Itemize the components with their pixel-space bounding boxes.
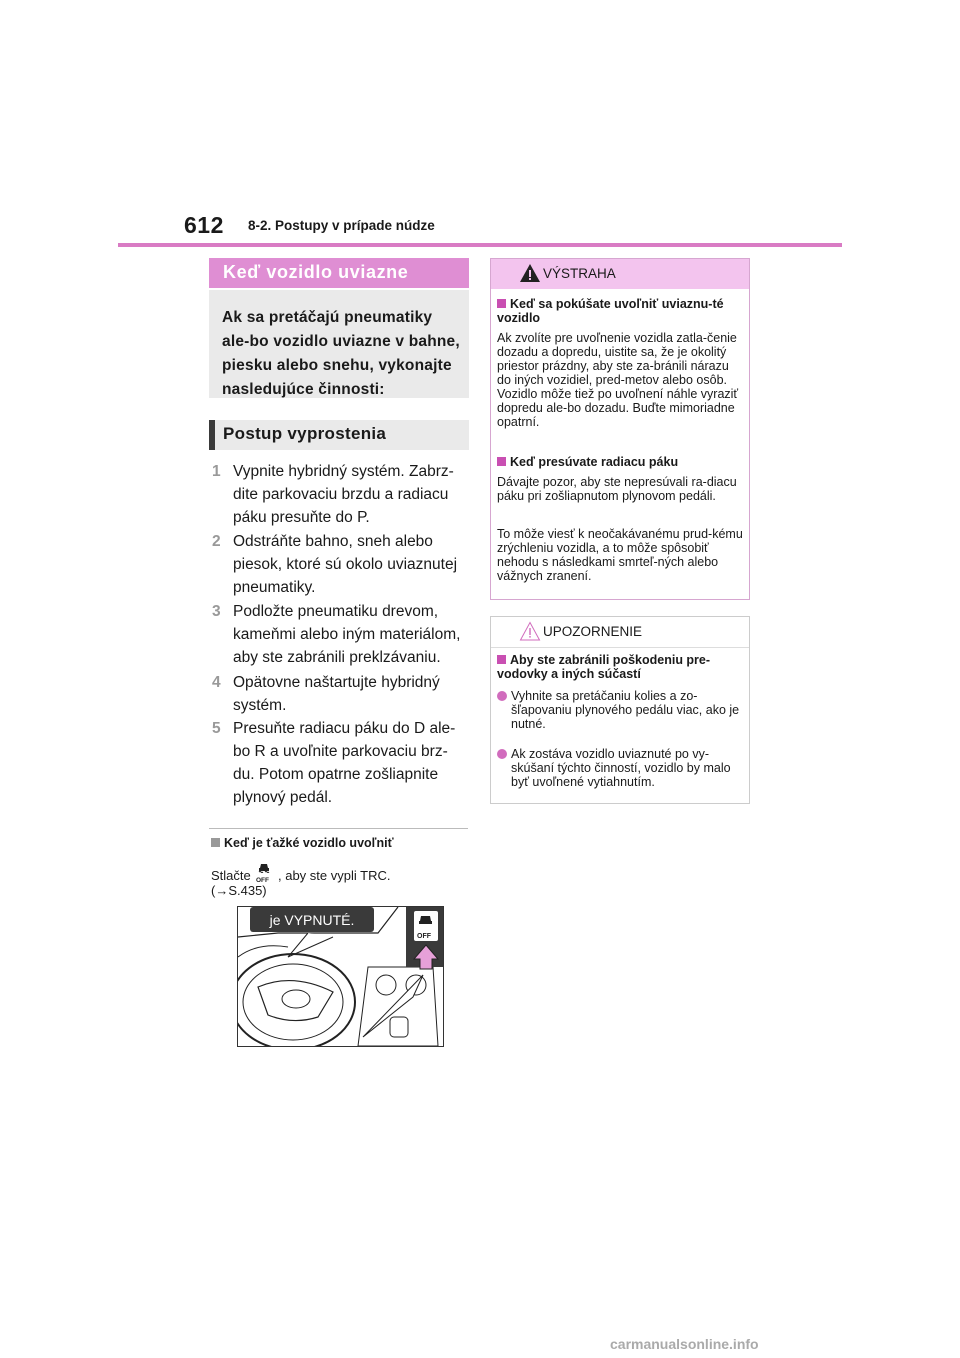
- tip-heading: [211, 836, 394, 850]
- press-before: Stlačte: [211, 868, 251, 883]
- notice-subheading: Aby ste zabránili poškodeniu pre-vodovky a iných súčastí: [497, 653, 711, 681]
- trc-off-icon: [254, 860, 274, 884]
- section-title: 8-2. Postupy v prípade núdze: [248, 218, 435, 233]
- step-text: Odstráňte bahno, sneh alebo piesok, ktoré sú okolo uviaznutej pneumatiky.: [233, 533, 458, 596]
- square-bullet-icon: [497, 457, 506, 466]
- step-number: 3: [212, 603, 221, 620]
- intro-text: Ak sa pretáčajú pneumatiky ale-bo vozidlo uviazne v bahne, piesku alebo snehu, vykonajte nasledujúce činnosti:: [222, 309, 460, 398]
- caution-triangle-icon: [519, 621, 541, 641]
- bullet-text: Ak zostáva vozidlo uviaznuté po vy-skúšaní týchto činností, vozidlo by malo byť uvoľnené vytiahnutím.: [511, 747, 731, 789]
- warning-text: To môže viesť k neočakávanému prud-kému zrýchleniu vozidla, a to môže spôsobiť nehodu s následkami smrteľ-ných alebo vážnych zranení.: [497, 527, 743, 583]
- tip-text: [211, 860, 471, 898]
- bullet-text: Vyhnite sa pretáčaniu kolies a zo-šľapovaniu plynového pedálu viac, ako je nutné.: [511, 689, 740, 731]
- round-bullet-icon: [497, 691, 507, 701]
- step-number: 2: [212, 533, 221, 550]
- square-bullet-icon: [497, 299, 506, 308]
- notice-title: UPOZORNENIE: [543, 624, 643, 639]
- tip-heading-text: Keď je ťažké vozidlo uvoľniť: [224, 836, 394, 850]
- warning-title: VÝSTRAHA: [543, 266, 616, 281]
- divider: [209, 828, 468, 829]
- warning-subheading: Keď sa pokúšate uvoľniť uviaznu-té vozidlo: [497, 297, 724, 325]
- square-bullet-icon: [497, 655, 506, 664]
- step-number: 1: [212, 463, 221, 480]
- subheading-box: [209, 420, 469, 450]
- notice-box: [490, 616, 750, 804]
- warning-text: Ak zvolíte pre uvoľnenie vozidla zatla-čenie dozadu a dopredu, uistite sa, že je okolitý priestor prázdny, aby ste za-bránili nárazu do iných vozidiel, pred-metov alebo osôb. Vozidlo môže tiež po uvoľnení náhle vyraziť dopredu ale-bo dozadu. Buďte mimoriadne opatrní.: [497, 331, 739, 429]
- svg-text:OFF: OFF: [256, 877, 270, 884]
- warning-box: [490, 258, 750, 600]
- step-number: 5: [212, 720, 221, 737]
- warning-subheading: Keď presúvate radiacu páku: [497, 455, 743, 469]
- svg-text:OFF: OFF: [417, 933, 431, 940]
- warning-triangle-icon: [519, 263, 541, 283]
- dashboard-illustration: [237, 906, 444, 1047]
- subheading: Postup vyprostenia: [223, 424, 387, 443]
- display-text: je VYPNUTÉ.: [269, 912, 355, 928]
- warning-text: Dávajte pozor, aby ste nepresúvali ra-diacu páku pri zošliapnutom plynovom pedáli.: [497, 475, 737, 503]
- subheading-bar: [209, 420, 215, 450]
- page-reference: (→S.435): [211, 883, 267, 898]
- page-number: 612: [184, 212, 224, 238]
- illustration-svg: [238, 907, 443, 1046]
- step-text: Presuňte radiacu páku do D ale-bo R a uvoľnite parkovaciu brz-du. Potom opatrne zošliapnite plynový pedál.: [233, 720, 456, 806]
- step-number: 4: [212, 674, 221, 691]
- step-text: Vypnite hybridný systém. Zabrz-dite parkovaciu brzdu a radiacu páku presuňte do P.: [233, 463, 454, 526]
- step-text: Podložte pneumatiku drevom, kameňmi alebo iným materiálom, aby ste zabránili preklzávaniu.: [233, 603, 461, 666]
- main-heading: Keď vozidlo uviazne: [223, 262, 409, 282]
- warning-header: [491, 259, 749, 289]
- step-text: Opätovne naštartujte hybridný systém.: [233, 674, 440, 714]
- square-bullet-icon: [211, 838, 220, 847]
- press-after: , aby ste vypli TRC.: [278, 868, 391, 883]
- header-rule: [118, 243, 842, 247]
- notice-header: [491, 617, 749, 648]
- round-bullet-icon: [497, 749, 507, 759]
- intro-box: [209, 290, 469, 398]
- main-heading-box: [209, 258, 469, 288]
- footer-watermark: carmanualsonline.info: [610, 1336, 759, 1352]
